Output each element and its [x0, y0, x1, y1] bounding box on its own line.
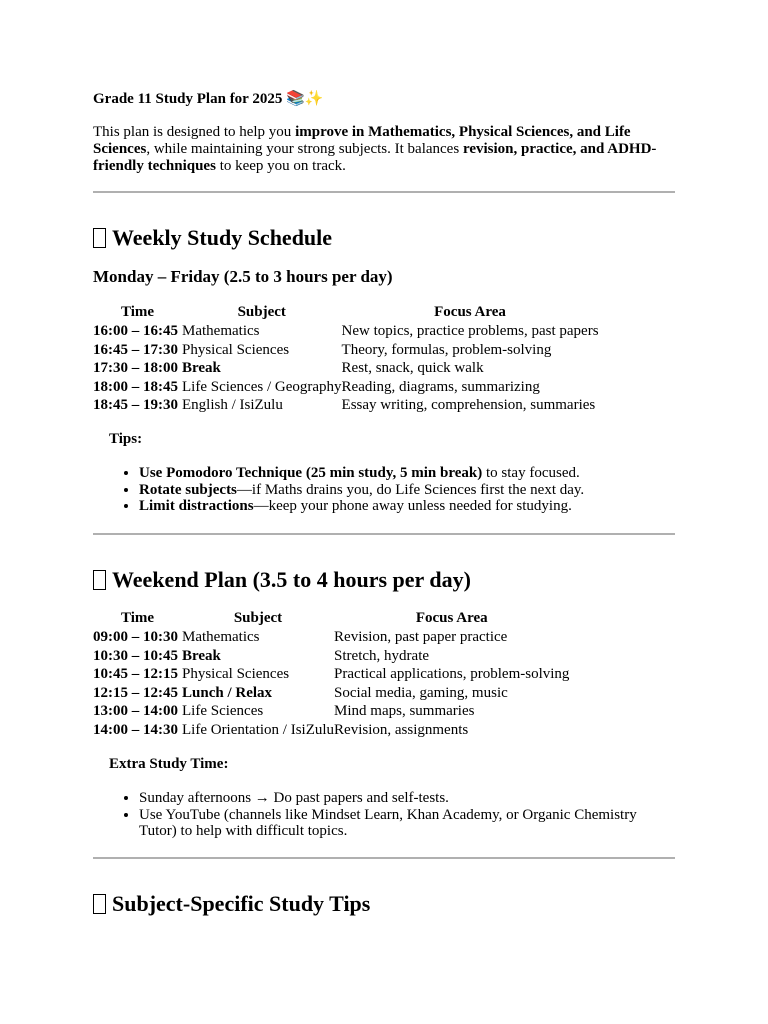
intro-paragraph — [93, 124, 675, 175]
weekend-table-body — [93, 628, 569, 740]
intro-bold-2: revision, practice, and ADHD-friendly techniques — [93, 141, 657, 174]
weekday-schedule-table — [93, 303, 599, 415]
extra-study-list — [93, 790, 675, 840]
divider-3 — [93, 857, 675, 859]
time-cell: 18:00 – 18:45 — [93, 378, 178, 395]
weekend-heading — [93, 567, 471, 593]
table-row — [93, 647, 569, 666]
time-cell: 12:15 – 12:45 — [93, 684, 178, 701]
weekend-heading-text: Weekend Plan (3.5 to 4 hours per day) — [112, 567, 471, 592]
column-header-focus: Focus Area — [434, 304, 506, 320]
tips-label: Tips: — [109, 431, 143, 447]
time-cell: 14:00 – 14:30 — [93, 721, 178, 738]
time-cell: 13:00 – 14:00 — [93, 703, 178, 720]
column-header-time: Time — [120, 304, 155, 320]
time-cell: 10:45 – 12:15 — [93, 666, 178, 683]
time-cell: 16:45 – 17:30 — [93, 341, 178, 358]
calendar-icon — [93, 570, 106, 590]
focus-cell: Social media, gaming, music — [334, 684, 508, 701]
tip-text: —if Maths drains you, do Life Sciences first the next day. — [236, 481, 585, 498]
time-cell: 18:45 – 19:30 — [93, 397, 178, 414]
time-cell: 09:00 – 10:30 — [93, 629, 178, 645]
subject-cell: Physical Sciences — [182, 341, 290, 358]
table-row — [93, 721, 569, 740]
column-header-time: Time — [120, 610, 155, 626]
table-row — [93, 628, 569, 647]
subject-tips-heading-text: Subject-Specific Study Tips — [112, 891, 371, 916]
weekly-subheading: Monday – Friday (2.5 to 3 hours per day) — [93, 267, 393, 286]
list-item — [139, 482, 675, 499]
intro-text-3: to keep you on track. — [215, 158, 346, 174]
table-row — [93, 702, 569, 721]
subject-cell: Lunch / Relax — [182, 684, 273, 701]
list-item — [139, 498, 675, 515]
table-row — [93, 359, 599, 378]
table-row — [93, 665, 569, 684]
divider-1 — [93, 191, 675, 193]
focus-cell: Stretch, hydrate — [334, 647, 430, 664]
table-row — [93, 684, 569, 703]
intro-bold-1: improve in Mathematics, Physical Sciences, and Life Sciences — [93, 124, 631, 157]
table-row — [93, 322, 599, 341]
subject-cell: Mathematics — [182, 323, 260, 339]
weekday-table-body — [93, 322, 599, 415]
weekly-heading-text: Weekly Study Schedule — [112, 225, 333, 250]
list-item: • Sunday afternoons → Do past papers and self-tests. — [139, 790, 675, 807]
subject-cell: Break — [182, 360, 221, 377]
subject-cell: Life Sciences — [182, 703, 264, 720]
focus-cell: New topics, practice problems, past papers — [341, 323, 599, 339]
focus-cell: Reading, diagrams, summarizing — [341, 378, 540, 395]
tip-text: to stay focused. — [482, 465, 580, 481]
time-cell: 17:30 – 18:00 — [93, 360, 178, 377]
column-header-subject: Subject — [237, 304, 286, 320]
focus-cell: Theory, formulas, problem-solving — [341, 341, 552, 358]
time-cell: 16:00 – 16:45 — [93, 323, 178, 339]
focus-cell: Essay writing, comprehension, summaries — [341, 397, 596, 414]
column-header-subject: Subject — [233, 610, 283, 626]
subject-cell: Physical Sciences — [182, 666, 290, 683]
subject-tips-heading — [93, 891, 370, 917]
list-item — [139, 465, 675, 482]
table-row — [93, 341, 599, 360]
subject-cell: Break — [182, 647, 221, 664]
focus-cell: Rest, snack, quick walk — [341, 360, 484, 377]
time-cell: 10:30 – 10:45 — [93, 647, 178, 664]
column-header-focus: Focus Area — [415, 610, 488, 626]
subject-cell: Life Sciences / Geography — [182, 378, 342, 395]
tip-bold: Limit distractions — [139, 498, 254, 514]
list-item: • Use YouTube (channels like Mindset Learn, Khan Academy, or Organic Chemistry Tutor) to help with difficult topics. — [139, 807, 675, 840]
focus-cell: Practical applications, problem-solving — [334, 666, 570, 683]
focus-cell: Mind maps, summaries — [334, 703, 475, 720]
tip-bold: Rotate subjects — [139, 481, 237, 498]
weekend-schedule-table — [93, 609, 569, 740]
table-header-row — [93, 303, 599, 322]
subject-cell: English / IsiZulu — [182, 397, 283, 414]
focus-cell: Revision, assignments — [334, 721, 469, 738]
book-icon — [93, 894, 106, 914]
intro-text-1: This plan is designed to help you — [93, 124, 296, 140]
tip-text: —keep your phone away unless needed for studying. — [253, 498, 572, 514]
intro-text-2: , while maintaining your strong subjects. It balances — [146, 141, 463, 157]
tip-bold: Use Pomodoro Technique (25 min study, 5 min break) — [139, 465, 483, 481]
weekly-heading — [93, 225, 332, 251]
calendar-icon — [93, 228, 106, 248]
tips-list — [93, 465, 675, 515]
document-title: Grade 11 Study Plan for 2025 📚✨ — [93, 91, 324, 107]
table-header-row — [93, 609, 569, 628]
subject-cell: Life Orientation / IsiZulu — [182, 721, 335, 738]
divider-2 — [93, 533, 675, 535]
subject-cell: Mathematics — [182, 629, 260, 645]
extra-study-label: Extra Study Time: — [109, 756, 229, 772]
focus-cell: Revision, past paper practice — [334, 629, 508, 645]
table-row — [93, 378, 599, 397]
table-row — [93, 396, 599, 415]
